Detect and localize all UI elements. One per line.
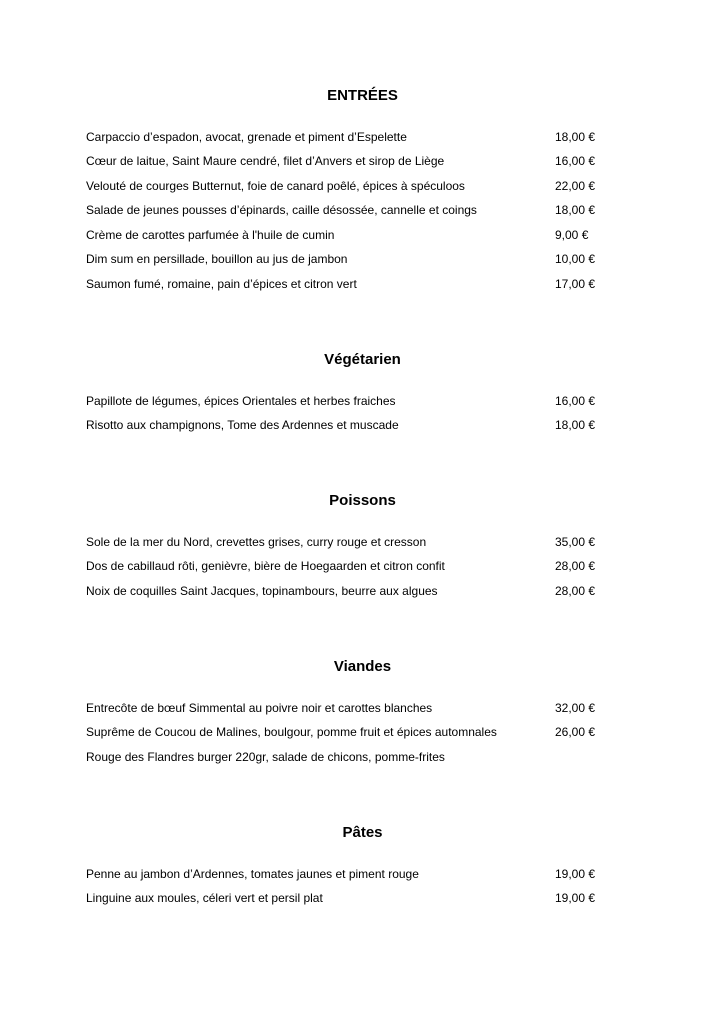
menu-item (0, 177, 725, 195)
section-title: Poissons (329, 492, 396, 509)
item-name: Crème de carottes parfumée à l'huile de cumin (86, 228, 335, 242)
item-name: Salade de jeunes pousses d’épinards, caille désossée, cannelle et coings (86, 203, 477, 217)
item-price: 17,00 € (555, 277, 596, 291)
item-name: Saumon fumé, romaine, pain d’épices et citron vert (86, 277, 357, 291)
item-price: 18,00 € (555, 130, 596, 144)
item-name: Suprême de Coucou de Malines, boulgour, pomme fruit et épices automnales (86, 725, 497, 739)
menu-item (0, 533, 725, 551)
item-name: Dos de cabillaud rôti, genièvre, bière de Hoegaarden et citron confit (86, 559, 445, 573)
item-price: 10,00 € (555, 252, 596, 266)
menu-item (0, 889, 725, 907)
item-price: 18,00 € (555, 203, 596, 217)
item-name: Sole de la mer du Nord, crevettes grises, curry rouge et cresson (86, 535, 427, 549)
item-price: 19,00 € (555, 867, 596, 881)
item-name: Rouge des Flandres burger 220gr, salade de chicons, pomme-frites (86, 750, 445, 764)
menu-item (0, 226, 725, 244)
item-name: Dim sum en persillade, bouillon au jus de jambon (86, 252, 348, 266)
item-price: 16,00 € (555, 154, 596, 168)
menu-item (0, 201, 725, 219)
menu-item (0, 748, 725, 766)
item-name: Penne au jambon d’Ardennes, tomates jaunes et piment rouge (86, 867, 419, 881)
item-price: 9,00 € (555, 228, 589, 242)
menu-item (0, 128, 725, 146)
item-name: Papillote de légumes, épices Orientales et herbes fraiches (86, 394, 396, 408)
item-price: 19,00 € (555, 891, 596, 905)
menu-item (0, 250, 725, 268)
section-title: Végétarien (324, 351, 401, 368)
menu-item (0, 416, 725, 434)
item-price: 32,00 € (555, 701, 596, 715)
menu-item (0, 865, 725, 883)
menu-item (0, 699, 725, 717)
section-title: ENTRÉES (327, 87, 398, 104)
item-price: 26,00 € (555, 725, 596, 739)
item-price: 18,00 € (555, 418, 596, 432)
item-price: 28,00 € (555, 559, 596, 573)
item-price: 35,00 € (555, 535, 596, 549)
item-name: Risotto aux champignons, Tome des Ardennes et muscade (86, 418, 399, 432)
item-name: Velouté de courges Butternut, foie de canard poêlé, épices à spéculoos (86, 179, 465, 193)
section-title: Pâtes (342, 824, 383, 841)
menu-item (0, 275, 725, 293)
item-price: 16,00 € (555, 394, 596, 408)
menu-item (0, 723, 725, 741)
item-name: Entrecôte de bœuf Simmental au poivre noir et carottes blanches (86, 701, 433, 715)
item-name: Linguine aux moules, céleri vert et persil plat (86, 891, 323, 905)
menu-item (0, 557, 725, 575)
item-name: Cœur de laitue, Saint Maure cendré, filet d’Anvers et sirop de Liège (86, 154, 445, 168)
item-price: 28,00 € (555, 584, 596, 598)
item-name: Noix de coquilles Saint Jacques, topinambours, beurre aux algues (86, 584, 438, 598)
item-name: Carpaccio d’espadon, avocat, grenade et piment d’Espelette (86, 130, 407, 144)
menu-item (0, 152, 725, 170)
menu-item (0, 392, 725, 410)
menu-item (0, 582, 725, 600)
item-price: 22,00 € (555, 179, 596, 193)
section-title: Viandes (333, 658, 392, 675)
